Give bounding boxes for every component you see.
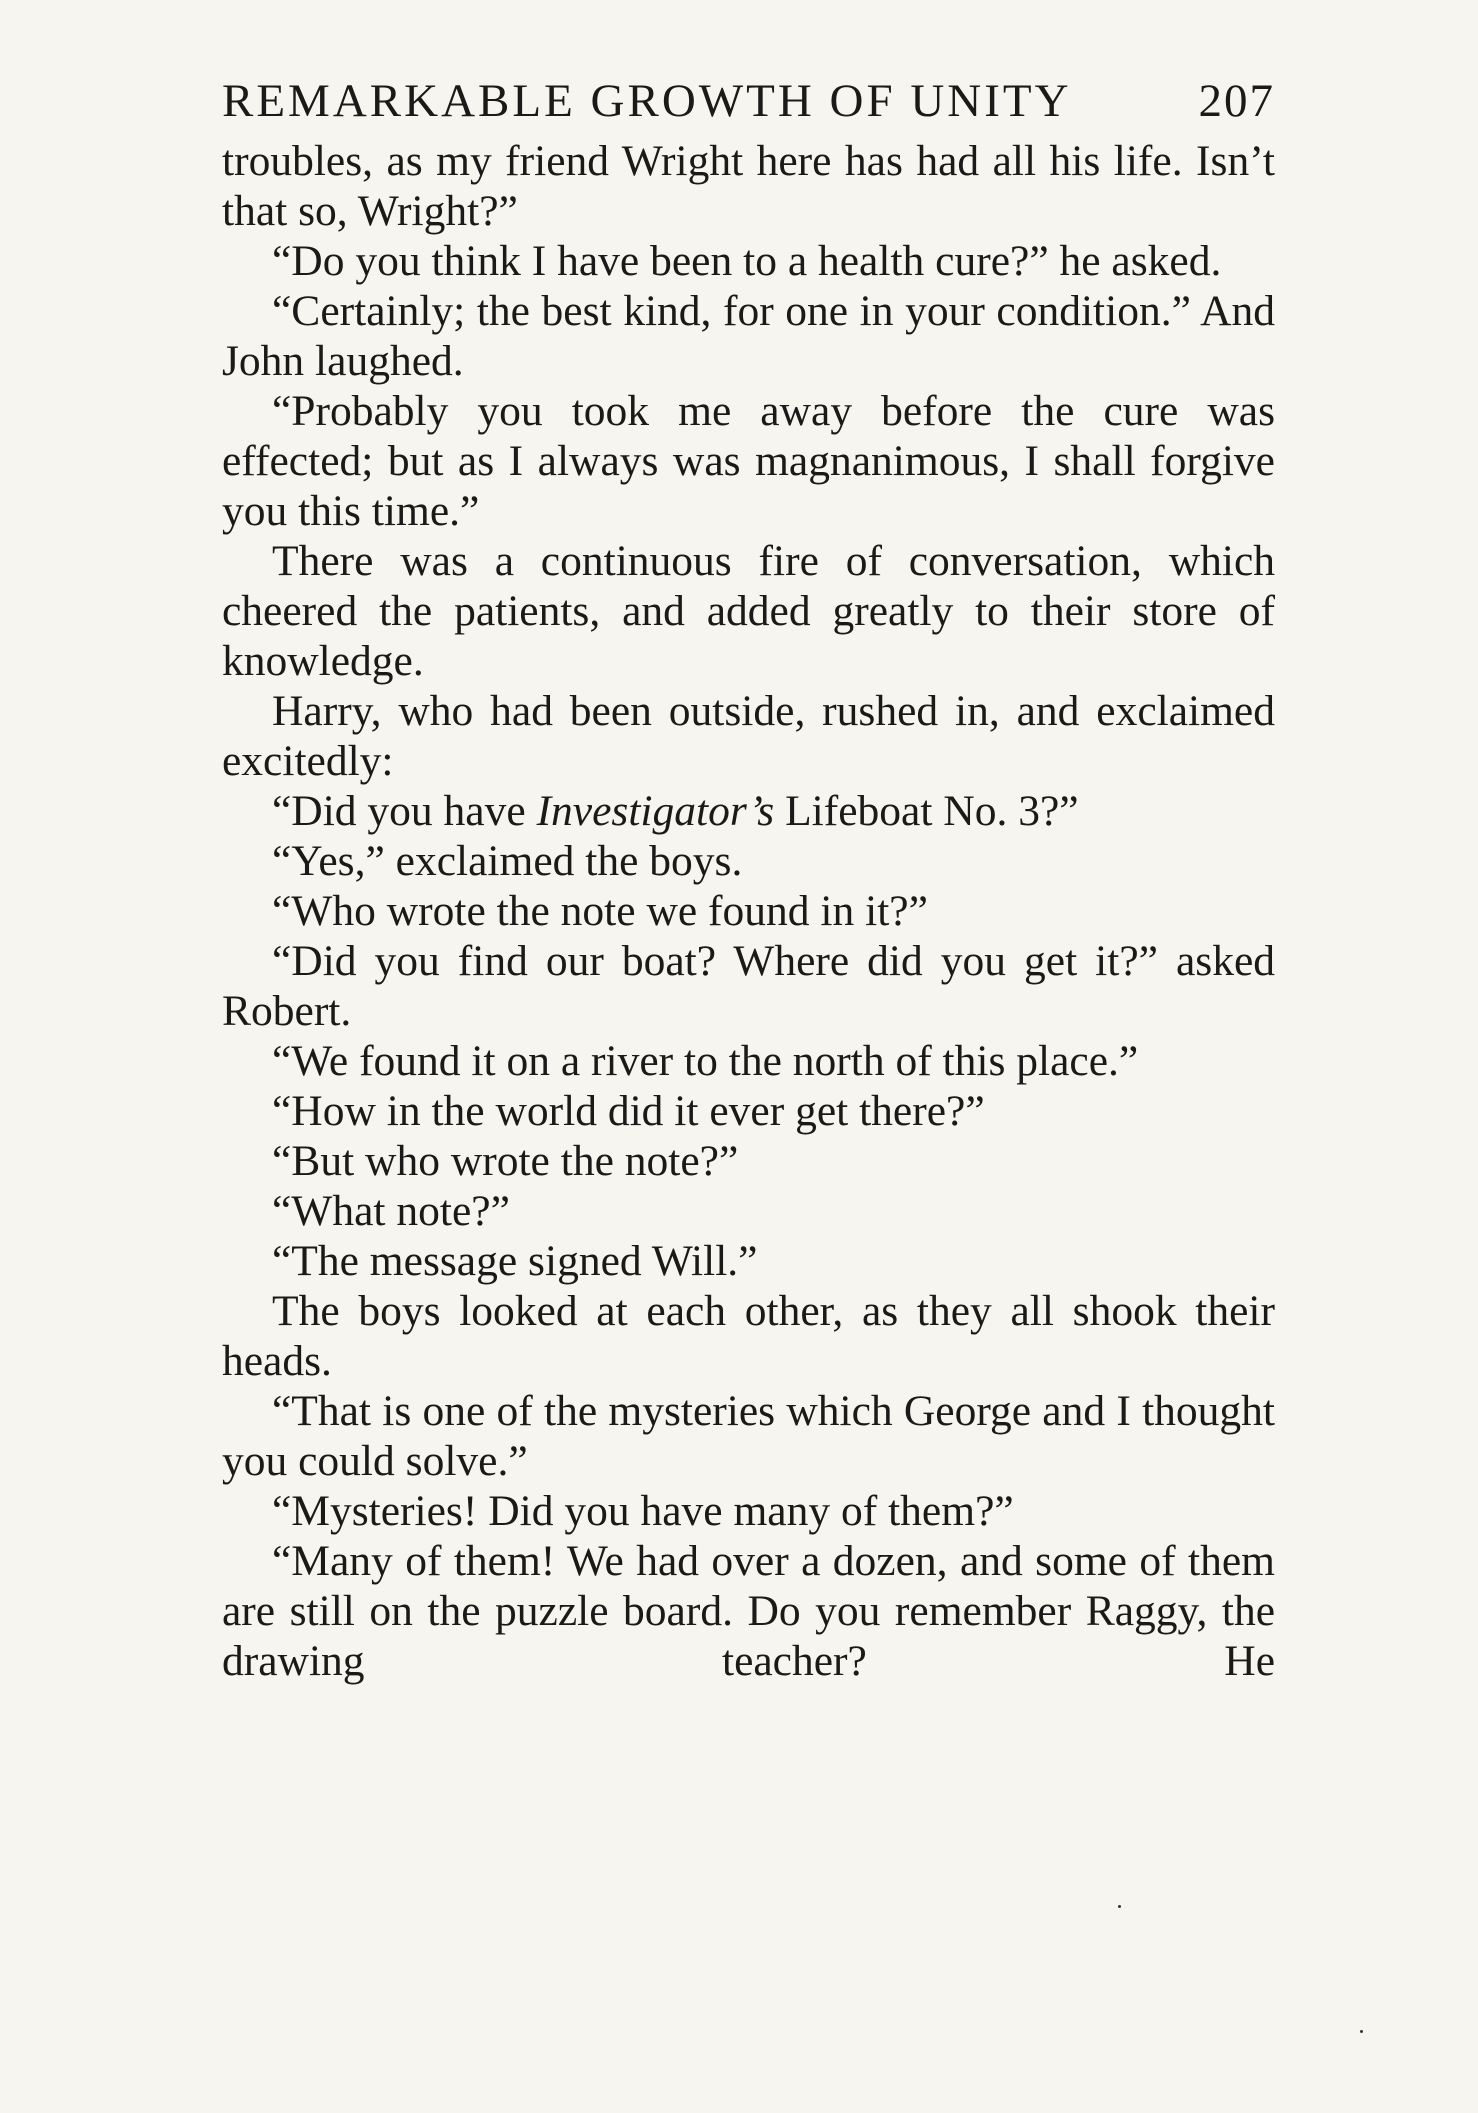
paragraph-11: “We found it on a river to the north of this place.” bbox=[272, 1037, 1139, 1085]
paragraph-5: There was a continuous fire of conversation, which cheered the patients, and added greatly to their store of knowledge. bbox=[222, 537, 1275, 685]
paragraph-18: “Mysteries! Did you have many of them?” bbox=[272, 1487, 1014, 1535]
paragraph-3: “Certainly; the best kind, for one in your condition.” And John laughed. bbox=[222, 287, 1275, 385]
paragraph-12: “How in the world did it ever get there?” bbox=[272, 1087, 985, 1135]
paragraph-10: “Did you find our boat? Where did you get it?” asked Robert. bbox=[222, 937, 1275, 1035]
paragraph-19: “Many of them! We had over a dozen, and some of them are still on the puzzle board. Do you remember Raggy, the drawing teacher? He bbox=[222, 1537, 1275, 1685]
page-number: 207 bbox=[1198, 75, 1275, 127]
paragraph-17: “That is one of the mysteries which George and I thought you could solve.” bbox=[222, 1387, 1275, 1485]
paragraph-13: “But who wrote the note?” bbox=[272, 1137, 739, 1185]
paragraph-2: “Do you think I have been to a health cure?” he asked. bbox=[272, 237, 1222, 285]
paragraph-15: “The message signed Will.” bbox=[272, 1237, 758, 1285]
paragraph-6: Harry, who had been outside, rushed in, and exclaimed excitedly: bbox=[222, 687, 1275, 785]
paragraph-8: “Yes,” exclaimed the boys. bbox=[272, 837, 743, 885]
running-header bbox=[222, 70, 1275, 132]
print-speck bbox=[1360, 2030, 1363, 2033]
paragraph-14: “What note?” bbox=[272, 1187, 510, 1235]
print-speck bbox=[1118, 1905, 1121, 1908]
body-text bbox=[222, 136, 1275, 1686]
paragraph-1: troubles, as my friend Wright here has had all his life. Isn’t that so, Wright?” bbox=[222, 137, 1275, 235]
book-page bbox=[222, 70, 1275, 1686]
paragraph-9: “Who wrote the note we found in it?” bbox=[272, 887, 928, 935]
paragraph-16: The boys looked at each other, as they all shook their heads. bbox=[222, 1287, 1275, 1385]
running-title: REMARKABLE GROWTH OF UNITY bbox=[222, 75, 1072, 127]
paragraph-4: “Probably you took me away before the cure was effected; but as I always was magnanimous, I shall forgive you this time.” bbox=[222, 387, 1275, 535]
paragraph-7 bbox=[222, 786, 1275, 836]
paragraph-7-pre: “Did you have bbox=[272, 787, 537, 835]
ship-name-italic: Investigator’s bbox=[536, 787, 775, 835]
paragraph-7-post: Lifeboat No. 3?” bbox=[774, 787, 1079, 835]
